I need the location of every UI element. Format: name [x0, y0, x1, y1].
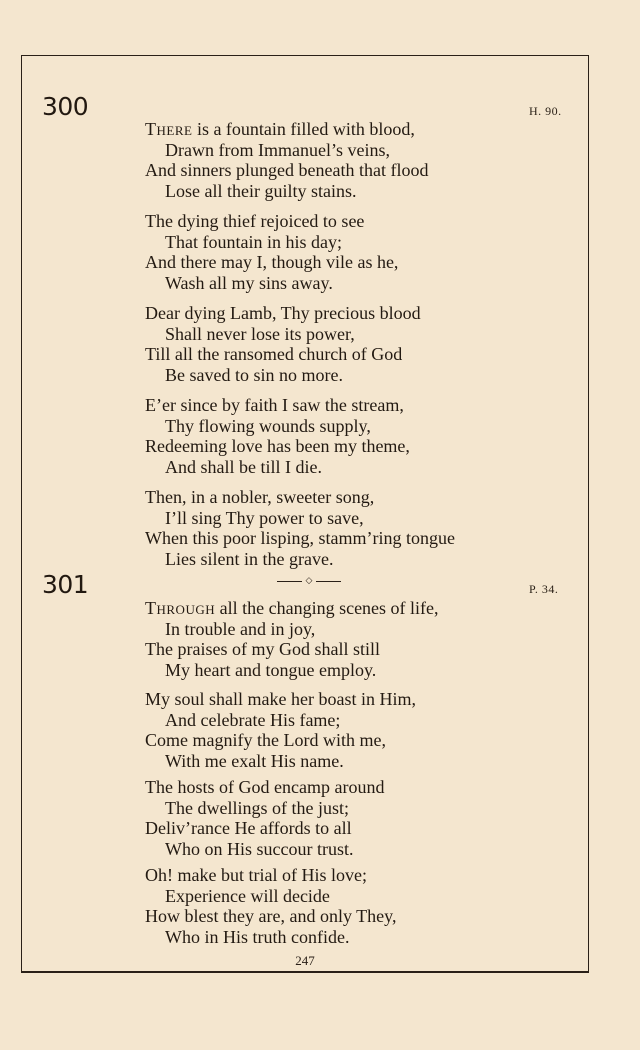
verse-line: E’er since by faith I saw the stream, [145, 395, 404, 415]
verse-line: The praises of my God shall still [145, 639, 380, 659]
verse-line: Shall never lose its power, [165, 323, 355, 344]
verse-line: Come magnify the Lord with me, [145, 730, 386, 750]
verse-line: Deliv’rance He affords to all [145, 818, 352, 838]
verse-line: The dwellings of the just; [165, 797, 349, 818]
verse-line: And there may I, though vile as he, [145, 252, 399, 272]
verse-line: Who on His succour trust. [165, 838, 354, 859]
first-word: Through [145, 598, 216, 618]
hymn-300-verse-5 [145, 487, 565, 569]
hymn-301-verse-1 [145, 598, 565, 680]
verse-line: Lose all their guilty stains. [165, 180, 357, 201]
verse-line: And sinners plunged beneath that flood [145, 160, 429, 180]
verse-line: Experience will decide [165, 885, 330, 906]
hymn-300-verse-1 [145, 119, 565, 201]
verse-line: Wash all my sins away. [165, 272, 333, 293]
hymn-number-301: 301 [42, 570, 89, 599]
verse-line: And shall be till I die. [165, 456, 322, 477]
verse-line: In trouble and in joy, [165, 618, 316, 639]
verse-line: The hosts of God encamp around [145, 777, 385, 797]
hymn-301-verse-4 [145, 865, 565, 947]
tune-reference-301: P. 34. [529, 582, 559, 596]
hymn-300-verse-2 [145, 211, 565, 293]
verse-line: When this poor lisping, stamm’ring tongue [145, 528, 455, 548]
verse-line: Lies silent in the grave. [165, 548, 334, 569]
page-number: 247 [295, 953, 315, 968]
tune-reference-300: H. 90. [529, 104, 562, 118]
verse-line: I’ll sing Thy power to save, [165, 507, 364, 528]
verse-line: With me exalt His name. [165, 750, 344, 771]
verse-line: How blest they are, and only They, [145, 906, 397, 926]
verse-line: Oh! make but trial of His love; [145, 865, 367, 885]
verse-line: Till all the ransomed church of God [145, 344, 403, 364]
verse-line: Who in His truth confide. [165, 926, 350, 947]
verse-line: Through all the changing scenes of life, [145, 598, 439, 618]
hymn-300-verse-3 [145, 303, 565, 385]
verse-line: Dear dying Lamb, Thy precious blood [145, 303, 421, 323]
verse-line: There is a fountain filled with blood, [145, 119, 415, 139]
diamond-ornament-icon: ◇ [302, 575, 316, 587]
verse-line: The dying thief rejoiced to see [145, 211, 365, 231]
hymn-300-verse-4 [145, 395, 565, 477]
verse-line: Thy flowing wounds supply, [165, 415, 371, 436]
verse-line: That fountain in his day; [165, 231, 342, 252]
verse-line: Then, in a nobler, sweeter song, [145, 487, 375, 507]
hymn-301-verse-2 [145, 689, 565, 771]
verse-line: Be saved to sin no more. [165, 364, 343, 385]
verse-line: Drawn from Immanuel’s veins, [165, 139, 390, 160]
verse-line: My heart and tongue employ. [165, 659, 377, 680]
first-word: There [145, 119, 193, 139]
verse-line: And celebrate His fame; [165, 709, 341, 730]
verse-line: My soul shall make her boast in Him, [145, 689, 416, 709]
hymn-number-300: 300 [42, 92, 89, 121]
hymn-301-verse-3 [145, 777, 565, 859]
verse-line: Redeeming love has been my theme, [145, 436, 410, 456]
